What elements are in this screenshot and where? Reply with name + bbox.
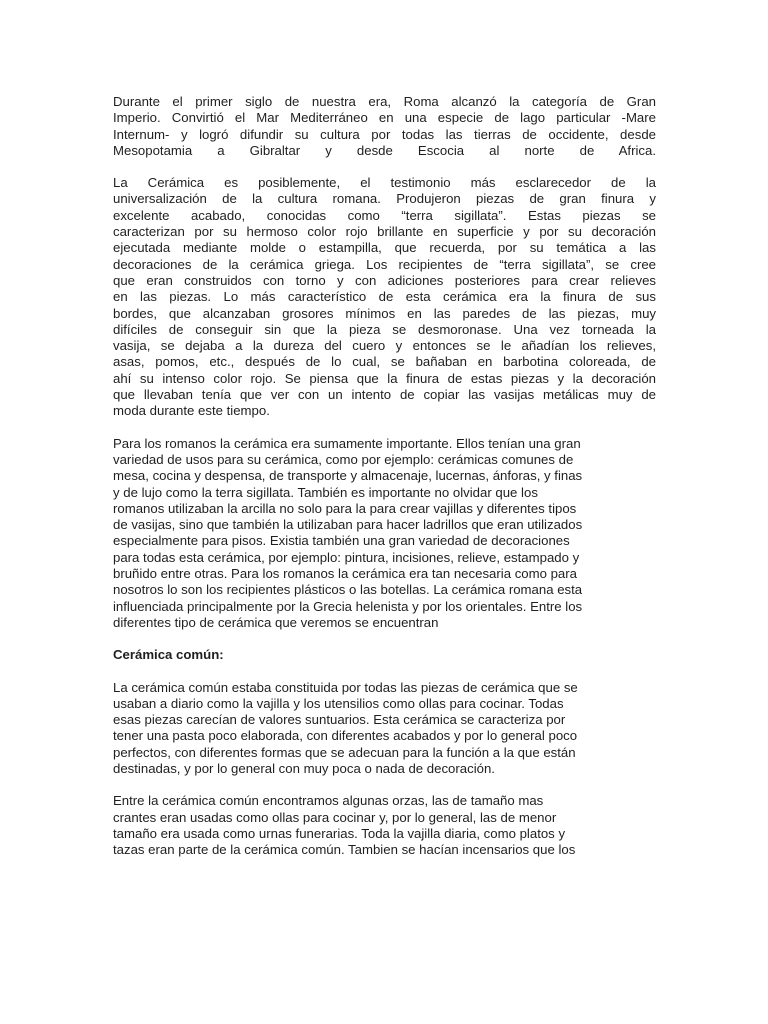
text-line: moda durante este tiempo. xyxy=(113,403,270,419)
section-heading: Cerámica común: xyxy=(113,647,224,663)
text-line: esas piezas carecían de valores suntuarios. Esta cerámica se caracteriza por xyxy=(113,712,566,728)
paragraph-common-ceramic xyxy=(113,680,656,778)
text-line: tener una pasta poco elaborada, con diferentes acabados y por lo general poco xyxy=(113,728,578,744)
text-line: diferentes tipo de cerámica que veremos se encuentran xyxy=(113,614,439,630)
text-line: Para los romanos la cerámica era sumamente importante. Ellos tenían una gran xyxy=(113,435,581,451)
text-line: usaban a diario como la vajilla y los utensilios como ollas para cocinar. Todas xyxy=(113,695,564,711)
text-line: Imperio. Convirtió el Mar Mediterráneo en una especie de lago particular -Mare xyxy=(113,110,656,126)
text-line: ejecutada mediante molde o estampilla, que recuerda, por su temática a las xyxy=(113,240,656,256)
text-line: perfectos, con diferentes formas que se adecuan para la función a la que están xyxy=(113,744,576,760)
text-line: variedad de usos para su cerámica, como por ejemplo: cerámicas comunes de xyxy=(113,451,574,467)
text-line: Entre la cerámica común encontramos algunas orzas, las de tamaño mas xyxy=(113,793,544,809)
text-line: destinadas, y por lo general con muy poca o nada de decoración. xyxy=(113,760,495,776)
text-line: vasija, se dejaba a la dureza del cuero y entonces se le añadían los relieves, xyxy=(113,338,656,354)
text-line: caracterizan por su hermoso color rojo brillante en superficie y por su decoración xyxy=(113,224,656,240)
text-line: especialmente para pisos. Existia también una gran variedad de decoraciones xyxy=(113,533,570,549)
text-line: para todas esta cerámica, por ejemplo: pintura, incisiones, relieve, estampado y xyxy=(113,549,580,565)
text-line: ahí su intenso color rojo. Se piensa que la finura de estas piezas y la decoración xyxy=(113,370,656,386)
text-line: decoraciones de la cerámica griega. Los recipientes de “terra sigillata”, se cree xyxy=(113,256,656,272)
text-line: tazas eran parte de la cerámica común. Tambien se hacían incensarios que los xyxy=(113,842,576,858)
text-line: crantes eran usadas como ollas para cocinar y, por lo general, las de menor xyxy=(113,809,557,825)
text-line: La Cerámica es posiblemente, el testimonio más esclarecedor de la xyxy=(113,175,656,191)
paragraph-terra-sigillata xyxy=(113,175,656,419)
paragraph-roman-uses xyxy=(113,436,656,632)
text-line: universalización de la cultura romana. Produjeron piezas de gran finura y xyxy=(113,191,656,207)
text-line: que eran construidos con torno y con adiciones posteriores para crear relieves xyxy=(113,272,656,288)
text-line: Internum- y logró difundir su cultura por todas las tierras de occidente, desde xyxy=(113,126,656,142)
paragraph-orzas xyxy=(113,793,656,858)
text-line: mesa, cocina y despensa, de transporte y almacenaje, lucernas, ánforas, y finas xyxy=(113,468,583,484)
text-line: bruñido entre otras. Para los romanos la cerámica era tan necesaria como para xyxy=(113,566,577,582)
text-line: y de lujo como la terra sigillata. También es importante no olvidar que los xyxy=(113,484,538,500)
document-page xyxy=(113,94,656,874)
text-line: excelente acabado, conocidas como “terra sigillata”. Estas piezas se xyxy=(113,207,656,223)
text-line: de vasijas, sino que también la utilizaban para hacer ladrillos que eran utilizados xyxy=(113,517,583,533)
paragraph-roman-empire xyxy=(113,94,656,159)
text-line: influenciada principalmente por la Grecia helenista y por los orientales. Entre los xyxy=(113,598,583,614)
text-line: nosotros lo son los recipientes plásticos o las botellas. La cerámica romana esta xyxy=(113,582,583,598)
text-line: La cerámica común estaba constituida por todas las piezas de cerámica que se xyxy=(113,679,578,695)
text-line: que llevaban tenía que ver con un intento de copiar las vasijas metálicas muy de xyxy=(113,387,656,403)
text-line: Durante el primer siglo de nuestra era, Roma alcanzó la categoría de Gran xyxy=(113,94,656,109)
text-line: en las piezas. Lo más característico de esta cerámica era la finura de sus xyxy=(113,289,656,305)
text-line: tamaño era usada como urnas funerarias. Toda la vajilla diaria, como platos y xyxy=(113,825,566,841)
text-line: bordes, que alcanzaban grosores mínimos en las paredes de las piezas, muy xyxy=(113,305,656,321)
text-line: Mesopotamia a Gibraltar y desde Escocia al norte de Africa. xyxy=(113,142,656,158)
text-line: difíciles de conseguir sin que la pieza se desmoronase. Una vez torneada la xyxy=(113,321,656,337)
text-line: romanos utilizaban la arcilla no solo para la para crear vajillas y diferentes tipos xyxy=(113,500,577,516)
text-line: asas, pomos, etc., después de lo cual, se bañaban en barbotina coloreada, de xyxy=(113,354,656,370)
